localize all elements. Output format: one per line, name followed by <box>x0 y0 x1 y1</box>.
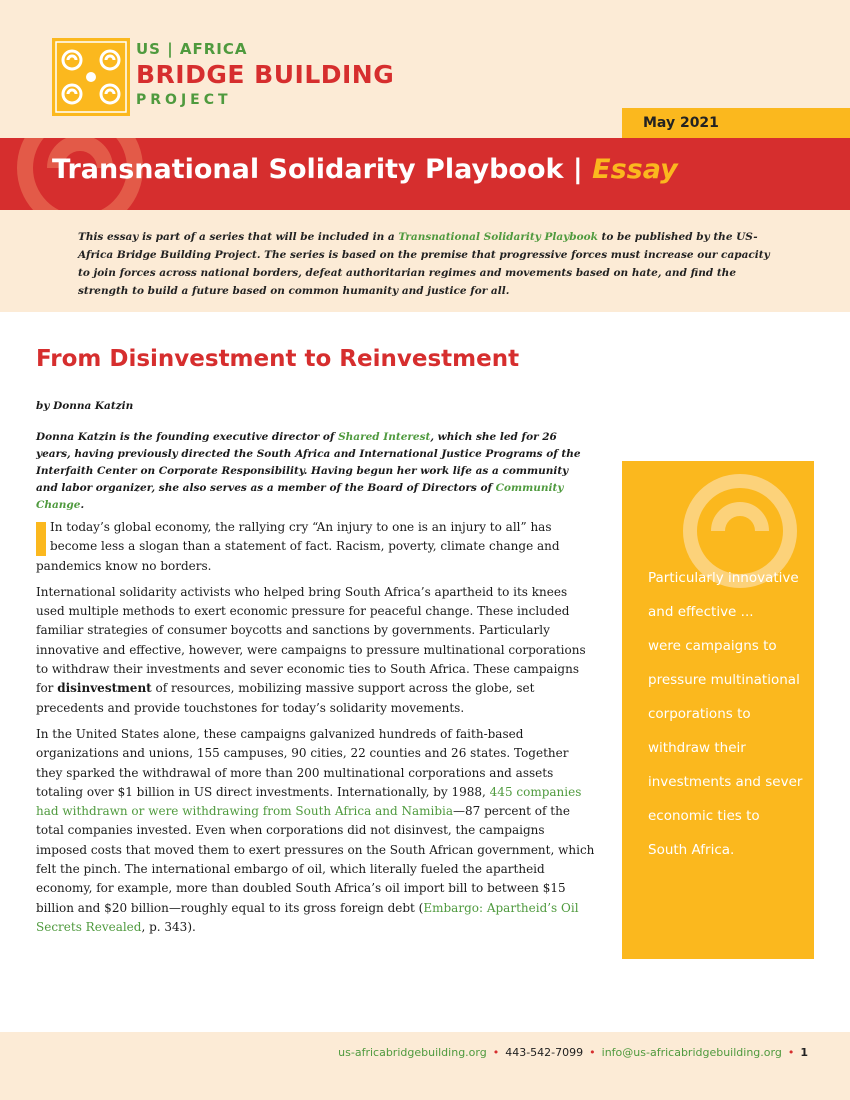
paragraph-3-text-pre: In the United States alone, these campaigns galvanized hundreds of faith-based organizations and unions, 155 campuses, 90 cities, 22 counties and 26 states. Together they sparked the withdrawal of more than 200 multinational corporations and assets totaling over $1 billion in US direct investments. Internationally, by 1988, <box>36 726 569 799</box>
banner-main-title: Transnational Solidarity Playbook <box>52 154 564 185</box>
phone-number: 443-542-7099 <box>505 1046 584 1059</box>
logo-line-project: PROJECT <box>136 92 232 108</box>
pull-quote-line: withdraw their <box>648 740 746 756</box>
bullet-separator: • <box>492 1046 500 1059</box>
pull-quote-line: Particularly innovative <box>648 570 799 586</box>
embargo-link[interactable]: Embargo: Apartheid’s Oil Secrets Revealed <box>36 900 579 934</box>
community-change-link[interactable]: Community Change <box>36 482 564 511</box>
disinvestment-bold: disinvestment <box>57 681 152 696</box>
pull-quote-text <box>648 561 814 867</box>
article-title: From Disinvestment to Reinvestment <box>36 346 520 372</box>
pull-quote-line: and effective ... <box>648 604 754 620</box>
pull-quote-line: South Africa. <box>648 842 735 858</box>
page-number: 1 <box>800 1046 808 1059</box>
shared-interest-link[interactable]: Shared Interest <box>338 431 431 443</box>
pull-quote-line: were campaigns to <box>648 638 777 654</box>
bio-text-pre: Donna Katzin is the founding executive director of <box>36 431 339 443</box>
email-link[interactable]: info@us-africabridgebuilding.org <box>601 1046 782 1059</box>
paragraph-3-text-mid: —87 percent of the total companies invested. Even when corporations did not disinvest, the campaigns imposed costs that moved them to exert pressures on the South African government, which felt the pinch. The international embargo of oil, which literally fueled the apartheid economy, for example, more than doubled South Africa’s oil import bill to between $15 billion and $20 billion—roughly equal to its gross foreign debt ( <box>36 804 595 915</box>
paragraph-1-text: In today’s global economy, the rallying cry “An injury to one is an injury to all” has become less a slogan than a statement of fact. Racism, poverty, climate change and pandemics know no borders. <box>36 520 560 573</box>
intro-text-post: to be published by the US-Africa Bridge Building Project. The series is based on the premise that progressive forces must increase our capacity to join forces across national borders, defeat authoritarian regimes and movements based on hate, and find the strength to build a future based on common humanity and justice for all. <box>78 231 770 297</box>
bio-text-mid: , which she led for 26 years, having previously directed the South Africa and International Justice Programs of the Interfaith Center on Corporate Responsibility. Having begun her work life as a community and labor organizer, she also serves as a member of the Board of Directors of <box>36 431 581 494</box>
paragraph-3 <box>36 725 598 937</box>
footer-contact <box>338 1046 808 1059</box>
author-bio <box>36 429 581 514</box>
pull-quote-sidebar <box>622 461 814 959</box>
pull-quote-line: investments and sever <box>648 774 803 790</box>
bullet-separator: • <box>589 1046 596 1059</box>
paragraph-2 <box>36 583 598 718</box>
playbook-link[interactable]: Transnational Solidarity Playbook <box>398 231 598 243</box>
paragraph-1 <box>36 518 598 576</box>
paragraph-3-text-post: , p. 343). <box>141 919 196 934</box>
pull-quote-line: pressure multinational <box>648 672 800 688</box>
series-intro <box>78 228 778 300</box>
footer-band <box>0 1032 850 1100</box>
drop-cap-bar <box>36 522 46 556</box>
pull-quote-line: economic ties to <box>648 808 760 824</box>
article-body <box>36 518 598 944</box>
byline: by Donna Katzin <box>36 400 134 412</box>
logo-wordmark <box>136 40 394 108</box>
bullet-separator: • <box>787 1046 795 1059</box>
intro-text-pre: This essay is part of a series that will be included in a <box>78 231 399 243</box>
banner-title <box>52 154 678 185</box>
companies-withdrawn-link[interactable]: 445 companies had withdrawn or were withdrawing from South Africa and Namibia <box>36 784 582 819</box>
logo-line-us-africa: US | AFRICA <box>136 40 248 58</box>
bridge-building-logo <box>52 38 130 116</box>
publication-date: May 2021 <box>643 115 719 131</box>
paragraph-2-text-pre: International solidarity activists who helped bring South Africa’s apartheid to its knees used multiple methods to exert economic pressure for peaceful change. These included familiar strategies of consumer boycotts and sanctions by governments. Particularly innovative and effective, however, were campaigns to pressure multinational corporations to withdraw their investments and sever economic ties to South Africa. These campaigns for <box>36 584 586 696</box>
banner-separator: | <box>572 154 583 185</box>
logo-line-bridge-building: BRIDGE BUILDING <box>136 60 395 89</box>
paragraph-2-text-post: of resources, mobilizing massive support across the globe, set precedents and provide touchstones for today’s solidarity movements. <box>36 681 535 715</box>
pull-quote-line: corporations to <box>648 706 751 722</box>
banner-essay-label: Essay <box>592 154 678 185</box>
website-link[interactable]: us-africabridgebuilding.org <box>338 1046 487 1059</box>
bio-text-post: . <box>80 499 85 511</box>
